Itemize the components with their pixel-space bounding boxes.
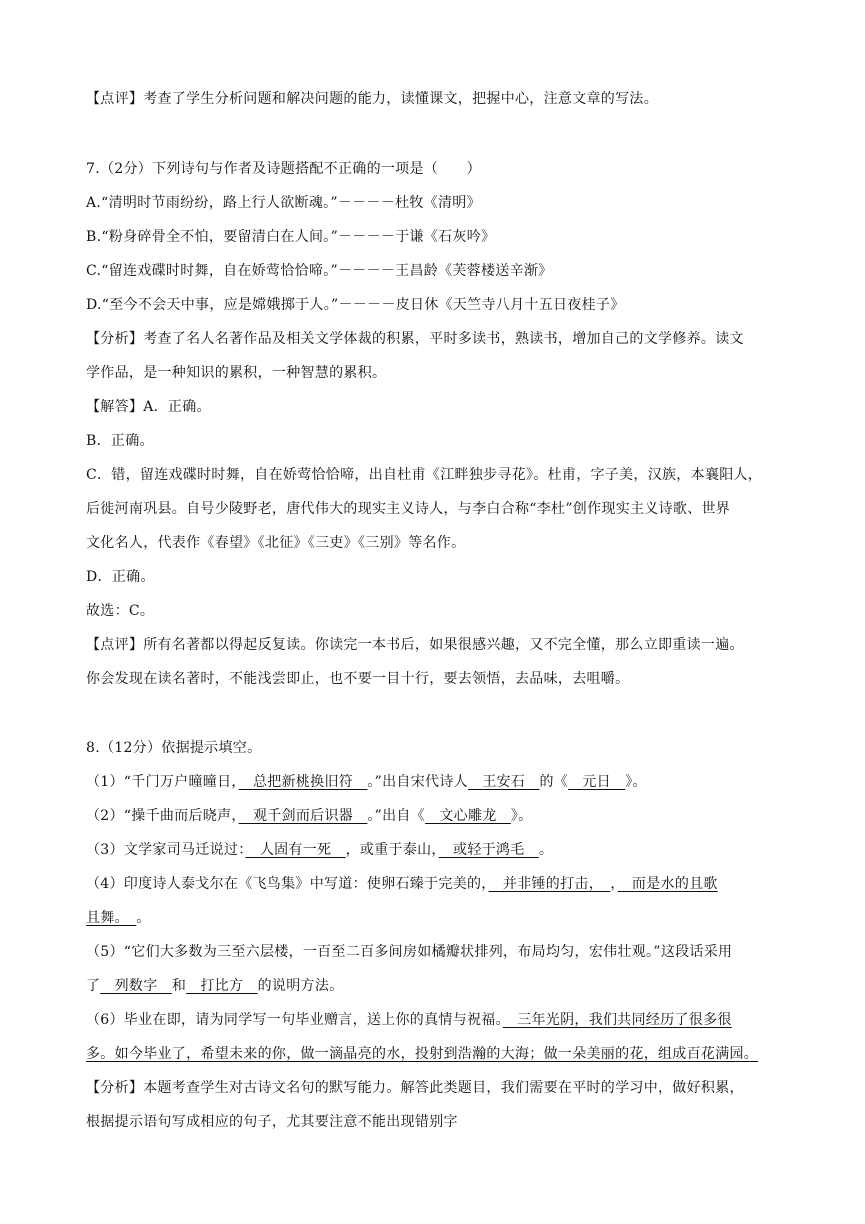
q8-stem: 8.（12分）依据提示填空。	[86, 740, 262, 756]
q8-text: （3）文学家司马迁说过：	[86, 842, 246, 858]
q8-answer-blank: 或轻于鸿毛	[438, 842, 539, 858]
q8-text: 的说明方法。	[257, 978, 344, 994]
q7-answer-line: 文化名人，代表作《春望》《北征》《三吏》《三别》等名作。	[86, 535, 466, 551]
q8-answer-blank: 并非锤的打击，	[488, 876, 611, 892]
q7-answer-line: B．正确。	[86, 433, 154, 449]
q7-analysis-line: 学作品，是一种知识的累积，一种智慧的累积。	[86, 365, 387, 381]
q8-answer-blank: 打比方	[186, 978, 258, 994]
q8-item-5-cont	[86, 976, 343, 996]
q7-answer-line: C．错，留连戏碟时时舞，自在娇莺恰恰啼，出自杜甫《江畔独步寻花》。杜甫，字子美，汉族，本襄阳人，	[86, 467, 763, 483]
q7-option-a: A.“清明时节雨纷纷，路上行人欲断魂。”－－－－杜牧《清明》	[86, 195, 481, 211]
q8-text: 的《	[539, 774, 569, 790]
q8-answer-blank: 观千剑而后识器	[238, 808, 368, 824]
q8-text: ，	[610, 876, 618, 892]
q8-answer-blank: 总把新桃换旧符	[238, 774, 368, 790]
q8-text: 。	[136, 910, 151, 926]
q7-answer-line: 后徙河南巩县。自号少陵野老，唐代伟大的现实主义诗人，与李白合称“李杜”创作现实主义诗歌、世界	[86, 501, 731, 517]
q7-stem: 7.（2分）下列诗句与作者及诗题搭配不正确的一项是（ ）	[86, 161, 481, 177]
q8-item-6-cont	[86, 1044, 758, 1064]
q8-text: 》。	[625, 774, 647, 790]
q7-option-c: C.“留连戏碟时时舞，自在娇莺恰恰啼。”－－－－王昌龄《芙蓉楼送辛渐》	[86, 263, 553, 279]
q8-item-1	[86, 772, 647, 792]
q8-item-6	[86, 1010, 732, 1030]
q7-answer-line: 故选：C。	[86, 603, 155, 619]
q8-text: 》。	[510, 808, 533, 824]
q7-comment-line: 你会发现在读名著时，不能浅尝即止，也不要一目十行，要去领悟，去品味，去咀嚼。	[86, 671, 630, 687]
q8-analysis-line: 【分析】本题考查学生对古诗文名句的默写能力。解答此类题目，我们需要在平时的学习中，做好积累，	[86, 1080, 744, 1096]
q8-answer-blank: 而是水的且歌	[617, 876, 718, 892]
q8-answer-blank: 多。如今毕业了，希望未来的你，做一滴晶亮的水，投射到浩瀚的大海；做一朵美丽的花，组成百花满园。	[86, 1046, 759, 1062]
q7-analysis-line: 【分析】考查了名人名著作品及相关文学体裁的积累，平时多读书，熟读书，增加自己的文学修养。读文	[86, 331, 744, 347]
q8-answer-blank: 文心雕龙	[425, 808, 511, 824]
q8-text: 。”出自《	[367, 808, 426, 824]
q8-text: （2）“操千曲而后晓声，	[86, 808, 239, 824]
q8-analysis-line: 根据提示语句写成相应的句子，尤其要注意不能出现错别字	[86, 1114, 458, 1130]
q8-answer-blank: 元日	[568, 774, 626, 790]
q8-answer-blank: 人固有一死	[245, 842, 346, 858]
q8-text: （4）印度诗人泰戈尔在《飞鸟集》中写道：使卵石臻于完美的，	[86, 876, 489, 892]
q8-answer-blank: 列数字	[100, 978, 172, 994]
q8-text: （1）“千门万户曈曈日，	[86, 774, 239, 790]
q8-answer-blank: 三年光阴，我们共同经历了很多很	[502, 1012, 732, 1028]
q7-option-b: B.“粉身碎骨全不怕，要留清白在人间。”－－－－于谦《石灰吟》	[86, 229, 496, 245]
top-comment: 【点评】考查了学生分析问题和解决问题的能力，读懂课文，把握中心，注意文章的写法。	[86, 91, 658, 107]
q8-item-5: （5）“它们大多数为三至六层楼，一百至二百多间房如橘瓣状排列，布局均匀，宏伟壮观。”这段话采用	[86, 944, 733, 960]
q8-text: 和	[171, 978, 187, 994]
q8-item-3	[86, 840, 553, 860]
q8-item-4	[86, 874, 718, 894]
q7-answer-line: D．正确。	[86, 569, 155, 585]
q8-item-4-cont	[86, 908, 151, 928]
q8-text: 了	[86, 978, 101, 994]
q8-text: ，或重于泰山，	[345, 842, 439, 858]
q7-option-d: D.“至今不会天中事，应是嫦娥掷于人。”－－－－皮日休《天竺寺八月十五日夜桂子》	[86, 297, 625, 313]
q8-item-2	[86, 806, 532, 826]
q7-comment-line: 【点评】所有名著都以得起反复读。你读完一本书后，如果很感兴趣，又不完全懂，那么立即重读一遍。	[86, 637, 744, 653]
q8-text: 。”出自宋代诗人	[367, 774, 468, 790]
q8-answer-blank: 王安石	[467, 774, 540, 790]
q8-text: （6）毕业在即，请为同学写一句毕业赠言，送上你的真情与祝福。	[86, 1012, 503, 1028]
q8-text: 。	[538, 842, 554, 858]
q7-answer-line: 【解答】A．正确。	[86, 399, 211, 415]
q8-answer-blank: 且舞。	[86, 910, 137, 926]
